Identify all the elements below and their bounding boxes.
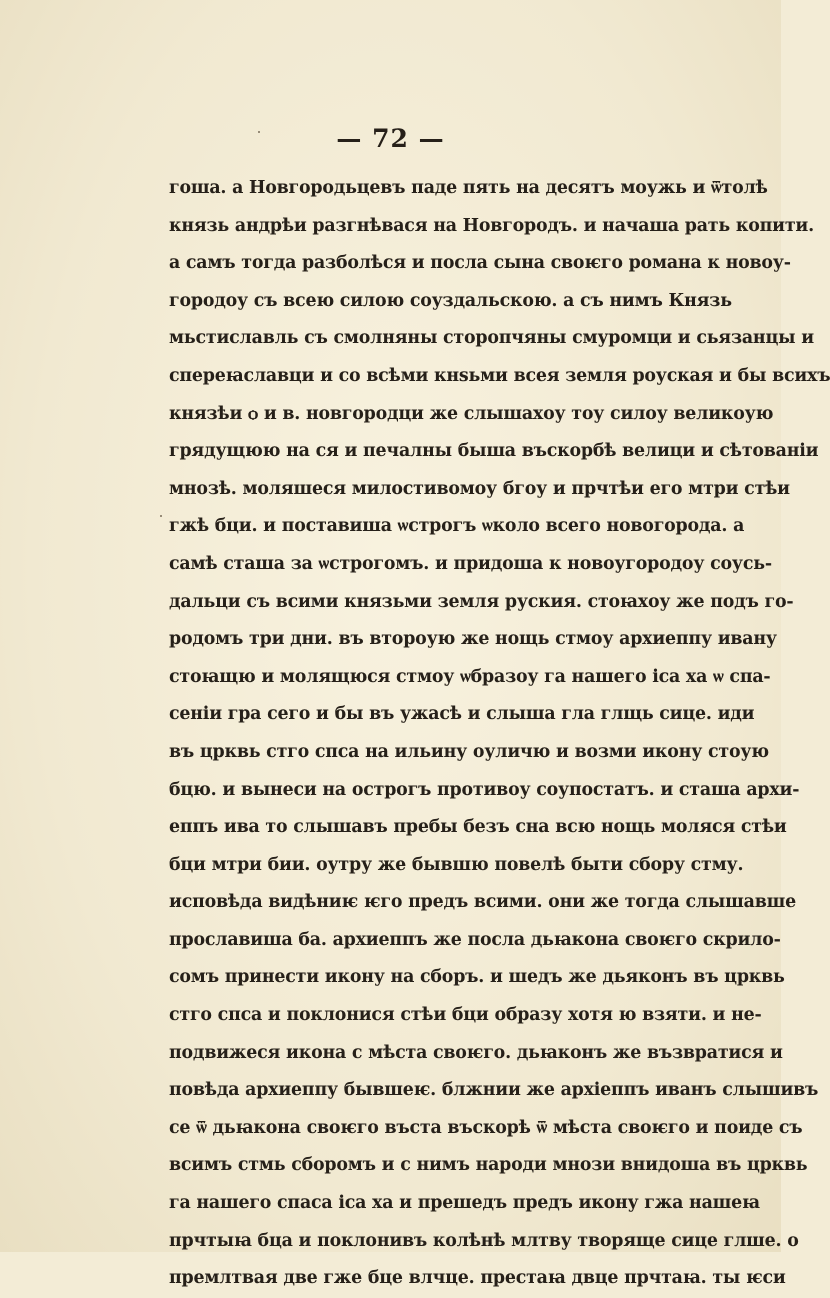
text-line: прославиша ба. архиеппъ же посла дьꙗкона своѥго скрило- [169,929,781,950]
paper-speck [160,515,162,517]
text-line: бцю. и вынеси на острогъ противоу соупостатъ. и сташа архи- [169,779,800,800]
text-line: мьстиславль съ смолняны сторопчяны смуромци и сьязанцы и [169,328,814,349]
text-line: исповѣда видѣниѥ ѥго предъ всими. они же тогда слышавше [169,892,796,913]
text-line: грядущюю на ся и печалны быша въскорбѣ велици и сѣтованіи [169,441,819,462]
text-line: самѣ сташа за ѡстрогомъ. и придоша к новоугородоу соусь- [169,553,772,574]
text-line: се ѿ дьꙗкона своѥго въста въскорѣ ѿ мѣста своѥго и поиде съ [169,1117,803,1138]
text-line: повѣда архиеппу бывшеѥ. блжнии же архіеппъ иванъ слышивъ [169,1080,819,1101]
text-line: сеніи гра сего и бы въ ужасѣ и слыша гла глщь сице. иди [169,704,755,725]
text-line: дальци съ всими князьми земля руския. стоꙗхоу же подъ го- [169,591,794,612]
text-line: спереꙗславци и со всѣми кнѕьми всея земля роуская и бы всихъ [169,365,830,386]
text-line: гжѣ бци. и поставиша ѡстрогъ ѡколо всего новогорода. а [169,516,745,537]
text-block [169,170,830,1298]
text-line: гоша. а Новгородьцевъ паде пять на десятъ моужь и ѿтолѣ [169,178,768,198]
text-line: мнозѣ. моляшеся милостивомоу бгоу и прчтѣи его мтри стѣи [169,478,790,499]
text-line: премлтвая две гже бце влчце. престаꙗ двце прчтаꙗ. ты ѥси [169,1268,786,1289]
page-number: — 72 — [336,124,445,153]
text-line: князѣи ѻ и в. новгородци же слышахоу тоу силоу великоую [169,403,774,424]
text-line: еппъ ива то слышавъ пребы безъ сна всю нощь моляся стѣи [169,817,787,838]
text-line: бци мтри бии. оутру же бывшю повелѣ быти сбору стму. [169,854,744,875]
text-line: стоꙗщю и молящюся стмоу ѡбразоу га нашего іса ха ѡ спа- [169,666,771,687]
text-line: сомъ принести икону на сборъ. и шедъ же дьяконъ въ црквь [169,967,785,988]
text-line: а самъ тогда разболѣся и посла сына своѥго романа к новоу- [169,253,791,274]
text-line: прчтыꙗ бца и поклонивъ колѣнѣ млтву творяще сице глше. о [169,1230,799,1251]
text-line: князь андрѣи разгнѣвася на Новгородъ. и начаша рать копити. [169,215,814,236]
text-line: всимъ стмь сборомъ и с нимъ народи мнози внидоша въ црквь [169,1155,808,1176]
text-line: подвижеся икона с мѣста своѥго. дьꙗконъ же възвратися и [169,1042,783,1063]
text-line: га нашего спаса іса ха и прешедъ предъ икону гжа нашеꙗ [169,1193,760,1214]
text-line: родомъ три дни. въ второую же нощь стмоу архиеппу ивану [169,629,777,650]
text-line: въ црквь стго спса на ильину оуличю и возми икону стоую [169,741,769,762]
text-line: стго спса и поклонися стѣи бци образу хотя ю взяти. и не- [169,1005,762,1026]
text-line: городоу съ всею силою соуздальскою. а съ нимъ Князь [169,290,732,311]
